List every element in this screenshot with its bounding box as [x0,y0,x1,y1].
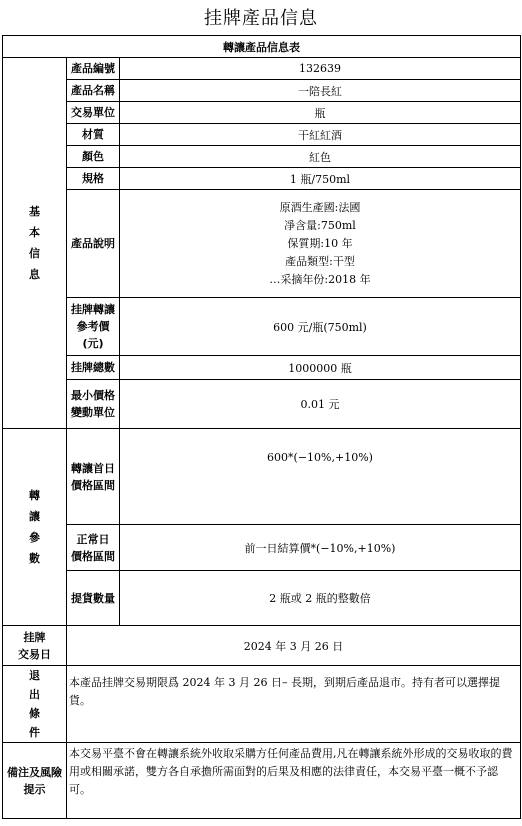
total-listed-value: 1000000 瓶 [120,356,521,380]
delist-condition-text: 本產品挂牌交易期限爲 2024 年 3 月 26 日– 長期，到期后產品退市。持有者可以選擇提貨。 [67,666,521,743]
basic-info-section-label: 基 本 信 息 [3,58,67,429]
transfer-params-section-label: 轉 讓 參 數 [3,429,67,626]
description-line: 凈含量:750ml [284,218,356,232]
product-name-label: 產品名稱 [67,80,120,102]
normal-day-range-value: 前一日結算價*(−10%,+10%) [120,525,521,571]
material-value: 干紅紅酒 [120,124,521,146]
price-tick-label: 最小價格 變動單位 [67,380,120,429]
color-value: 紅色 [120,146,521,168]
trade-unit-label: 交易單位 [67,102,120,124]
delist-condition-label: 退 出 條 件 [3,666,67,743]
risk-notice-text: 本交易平臺不會在轉讓系統外收取采購方任何產品費用,凡在轉讓系統外形成的交易收取的費用或相關承諾，雙方各自承擔所需面對的后果及相應的法律責任，本交易平臺一概不予認可。 [67,743,521,819]
total-listed-label: 挂牌總數 [67,356,120,380]
description-line: …采摘年份:2018 年 [269,272,371,286]
description-line: 保質期:10 年 [287,236,353,250]
description-line: 原酒生產國:法國 [279,200,361,214]
normal-day-range-label: 正常日 價格區間 [67,525,120,571]
listing-date-value: 2024 年 3 月 26 日 [67,626,521,666]
trade-unit-value: 瓶 [120,102,521,124]
product-code-value: 132639 [120,58,521,80]
product-code-label: 產品編號 [67,58,120,80]
delivery-qty-label: 提貨數量 [67,571,120,626]
listing-date-label: 挂牌 交易日 [3,626,67,666]
description-label: 產品說明 [67,190,120,298]
description-line: 產品類型:干型 [285,254,355,268]
price-tick-value: 0.01 元 [120,380,521,429]
material-label: 材質 [67,124,120,146]
delivery-qty-value: 2 瓶或 2 瓶的整數倍 [120,571,521,626]
reference-price-label: 挂牌轉讓 參考價 (元) [67,298,120,356]
first-day-range-value: 600*(−10%,+10%) [120,429,521,525]
first-day-range-label: 轉讓首日 價格區間 [67,429,120,525]
product-info-table [2,35,521,819]
document-title: 挂牌產品信息 [204,8,318,29]
risk-notice-label: 備注及風險 提示 [3,743,67,819]
product-name-value: 一陪長紅 [120,80,521,102]
color-label: 顏色 [67,146,120,168]
spec-label: 規格 [67,168,120,190]
table-title: 轉讓產品信息表 [3,36,521,58]
reference-price-value: 600 元/瓶(750ml) [120,298,521,356]
description-value [120,190,521,298]
spec-value: 1 瓶/750ml [120,168,521,190]
